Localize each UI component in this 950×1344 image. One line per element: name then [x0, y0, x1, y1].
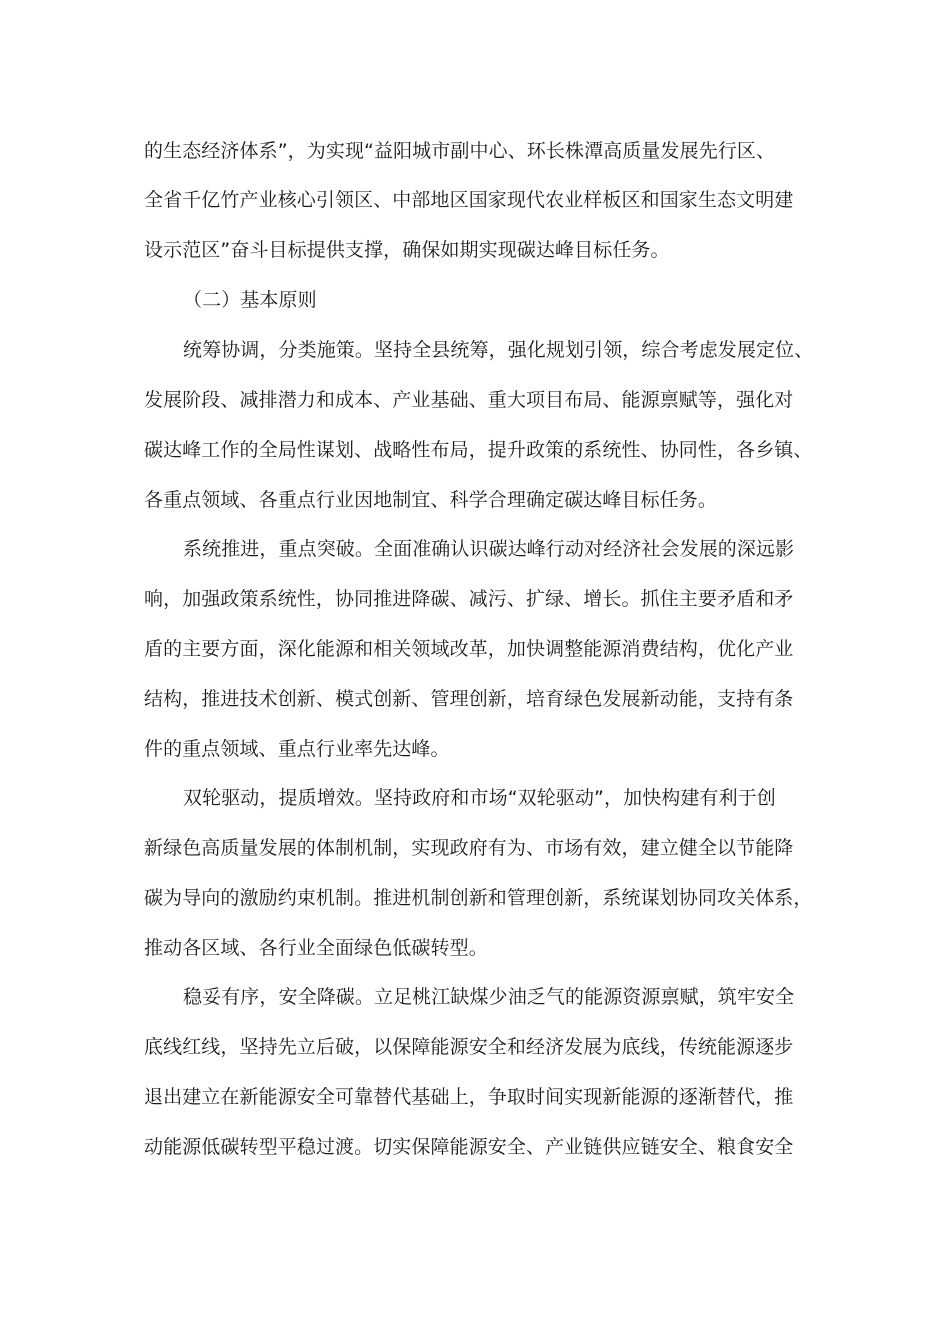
- text-line: 响，加强政策系统性，协同推进降碳、减污、扩绿、增长。抓住主要矛盾和矛: [144, 588, 794, 610]
- text-line: 全省千亿竹产业核心引领区、中部地区国家现代农业样板区和国家生态文明建: [144, 189, 794, 211]
- text-line: 件的重点领域、重点行业率先达峰。: [144, 738, 450, 760]
- text-line: 新绿色高质量发展的体制机制，实现政府有为、市场有效，建立健全以节能降: [144, 837, 794, 859]
- paragraph-lead-line: 统筹协调，分类施策。坚持全县统筹，强化规划引领，综合考虑发展定位、: [183, 339, 814, 361]
- text-line: 设示范区”奋斗目标提供支撑，确保如期实现碳达峰目标任务。: [144, 239, 670, 261]
- text-line: 退出建立在新能源安全可靠替代基础上，争取时间实现新能源的逐渐替代，推: [144, 1086, 794, 1108]
- text-line: 碳为导向的激励约束机制。推进机制创新和管理创新，系统谋划协同攻关体系，: [144, 887, 813, 909]
- text-line: 推动各区域、各行业全面绿色低碳转型。: [144, 937, 488, 959]
- paragraph-lead-line: 系统推进，重点突破。全面准确认识碳达峰行动对经济社会发展的深远影: [183, 538, 795, 560]
- text-line: 碳达峰工作的全局性谋划、战略性布局，提升政策的系统性、协同性，各乡镇、: [144, 439, 813, 461]
- text-line: 结构，推进技术创新、模式创新、管理创新，培育绿色发展新动能，支持有条: [144, 688, 794, 710]
- section-heading: （二）基本原则: [183, 289, 317, 311]
- paragraph-lead-line: 双轮驱动，提质增效。坚持政府和市场“双轮驱动”，加快构建有利于创: [183, 787, 776, 809]
- paragraph-lead-line: 稳妥有序，安全降碳。立足桃江缺煤少油乏气的能源资源禀赋，筑牢安全: [183, 986, 795, 1008]
- text-line: 的生态经济体系”，为实现“益阳城市副中心、环长株潭高质量发展先行区、: [144, 140, 776, 162]
- text-line: 底线红线，坚持先立后破，以保障能源安全和经济发展为底线，传统能源逐步: [144, 1036, 794, 1058]
- text-line: 发展阶段、减排潜力和成本、产业基础、重大项目布局、能源禀赋等，强化对: [144, 389, 794, 411]
- text-line: 各重点领域、各重点行业因地制宜、科学合理确定碳达峰目标任务。: [144, 489, 718, 511]
- text-line: 动能源低碳转型平稳过渡。切实保障能源安全、产业链供应链安全、粮食安全: [144, 1136, 794, 1158]
- text-line: 盾的主要方面，深化能源和相关领域改革，加快调整能源消费结构，优化产业: [144, 638, 794, 660]
